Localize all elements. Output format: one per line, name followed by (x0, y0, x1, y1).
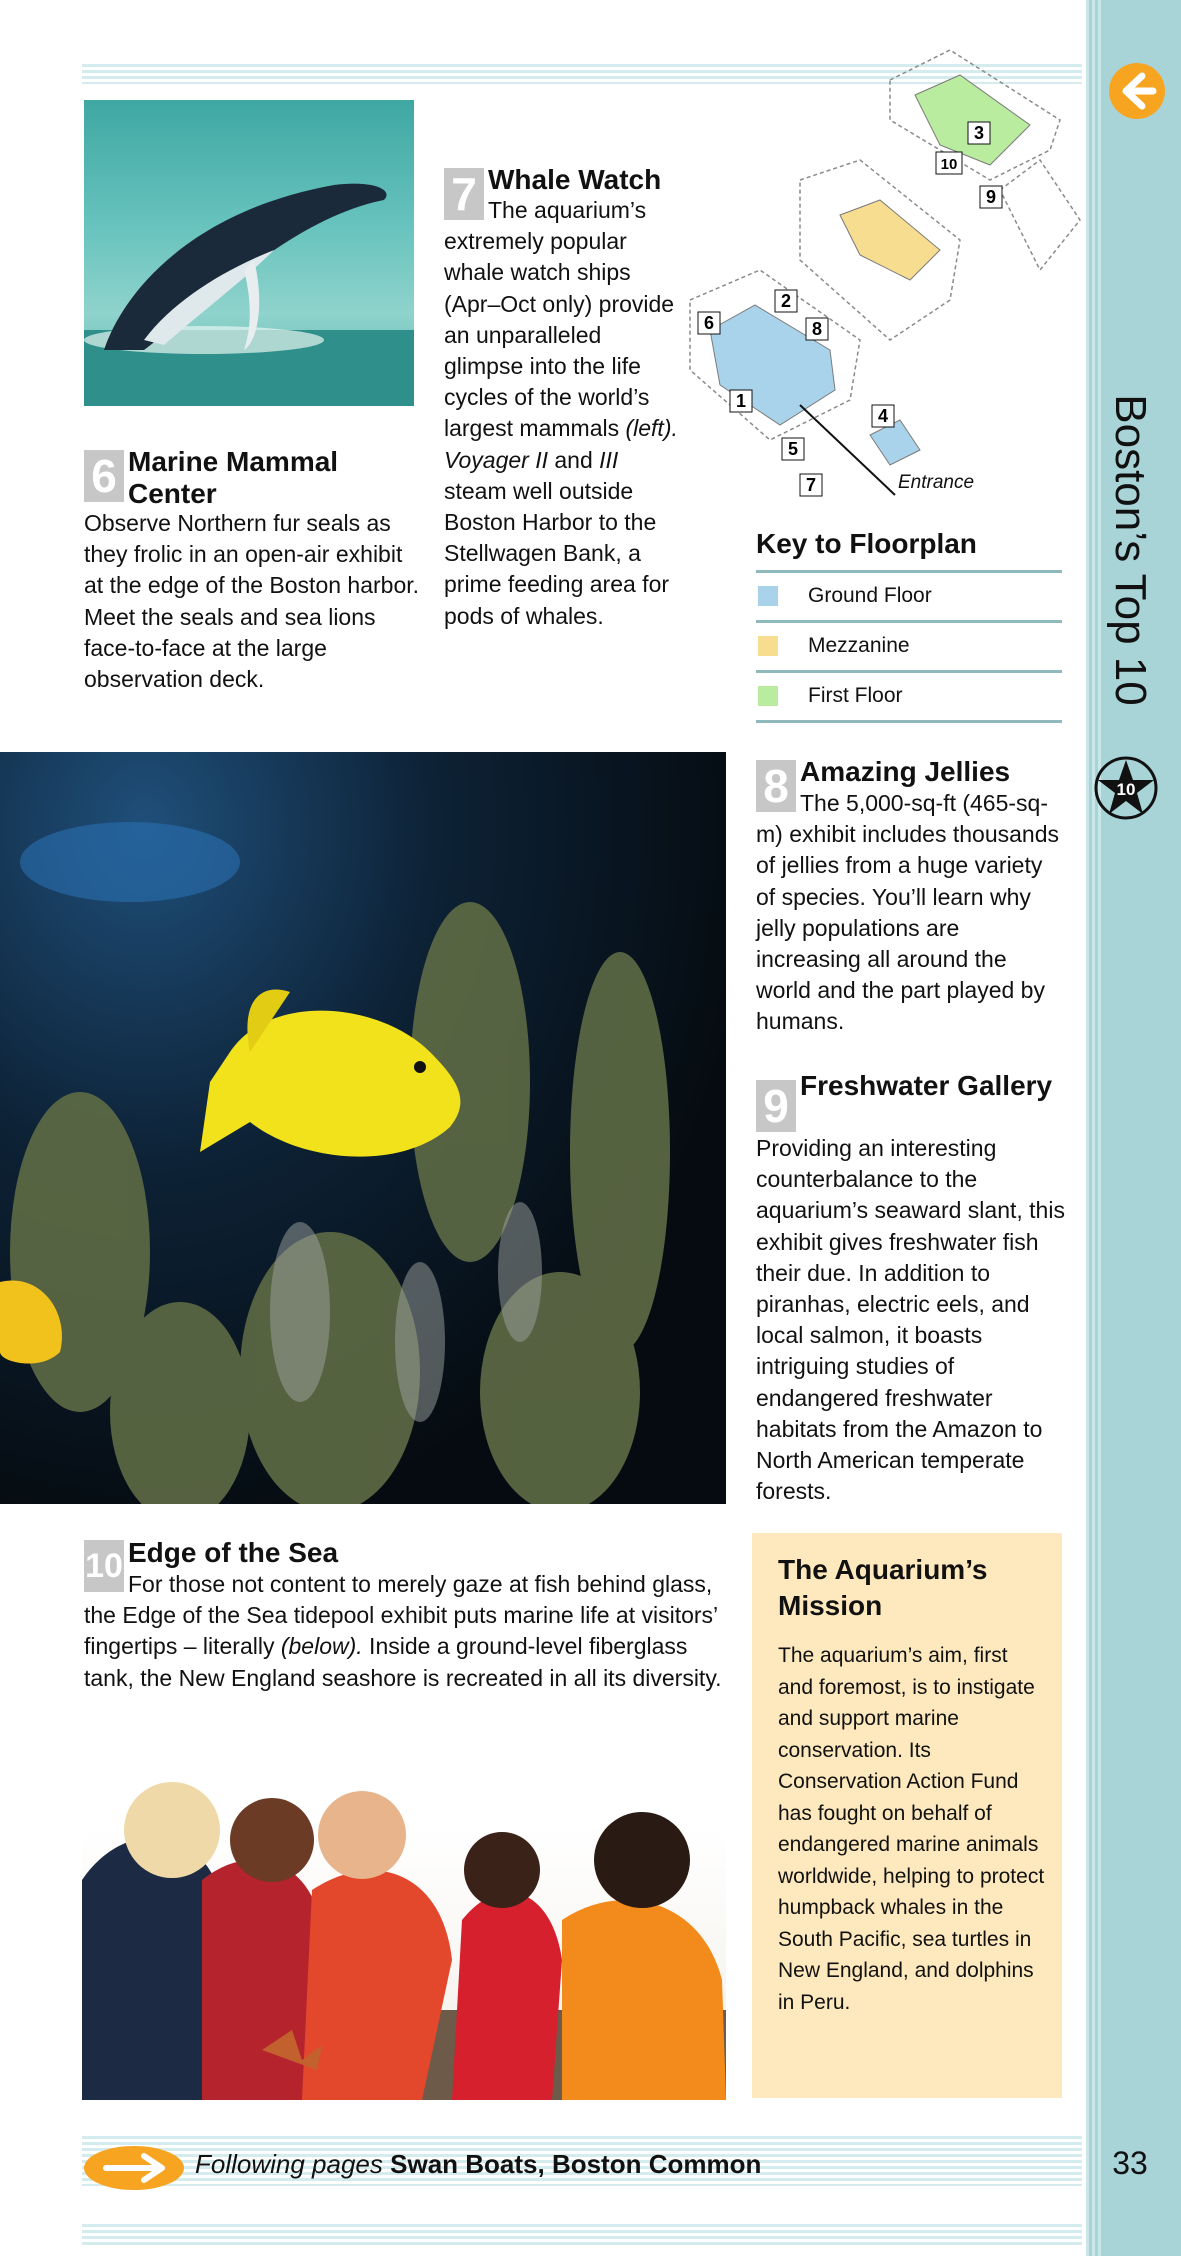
svg-text:5: 5 (787, 439, 799, 459)
entry-number-6: 6 (84, 450, 124, 502)
floorplan-marker-8 (806, 318, 828, 340)
entrance-label: Entrance (898, 472, 975, 493)
floorplan-marker-9 (980, 186, 1002, 208)
mission-title: The Aquarium’s Mission (778, 1554, 988, 1621)
page-number: 33 (1112, 2145, 1148, 2181)
entry-title-whale-watch: Whale Watch (488, 164, 662, 195)
children-touch-tank-photo (82, 1760, 726, 2100)
key-row-first-floor (756, 673, 1062, 719)
svg-text:10: 10 (940, 156, 958, 173)
key-row-mezzanine (756, 623, 1062, 669)
arrow-right-icon[interactable] (82, 2144, 186, 2192)
key-label: First Floor (808, 684, 903, 707)
svg-text:3: 3 (973, 123, 985, 143)
whale-photo (84, 100, 414, 406)
entry-text-whale-watch: The aquarium’s extremely popular whale watch ships (Apr–Oct only) provide an unparalleled glimpse into the life cycles of the world’s largest mammals (left). Voyager II and III steam well outside Boston Harbor to the Stellwagen Bank, a prime feeding area for pods of whales. (444, 197, 678, 629)
entry-title-edge-of-the-sea: Edge of the Sea (128, 1537, 339, 1568)
entry-number-7: 7 (444, 168, 484, 220)
yellow-tang-fish-photo (0, 752, 726, 1504)
sidebar-title: Boston’s Top 10 (1106, 394, 1155, 706)
floorplan-marker-2 (775, 290, 797, 312)
entry-title-freshwater-gallery: Freshwater Gallery (800, 1070, 1053, 1101)
entry-text-marine-mammal-center: Observe Northern fur seals as they frolic in an open-air exhibit at the edge of the Boston harbor. Meet the seals and sea lions face-to-face at the large observation deck. (84, 510, 420, 693)
swatch-first-floor (758, 686, 778, 706)
key-divider (756, 720, 1062, 723)
floorplan-marker-5 (782, 438, 804, 460)
key-row-ground-floor (756, 573, 1062, 619)
floorplan-marker-6 (698, 312, 720, 334)
key-title: Key to Floorplan (756, 528, 977, 559)
svg-text:8: 8 (811, 319, 823, 339)
mission-text: The aquarium’s aim, first and foremost, is to instigate and support marine conservation. Its Conservation Action Fund has fought on behalf of endangered marine animals worldwide, helping to protect humpback whales in the South Pacific, sea turtles in New England, and dolphins in Peru. (778, 1644, 1045, 2014)
following-pages-text: Following pages Swan Boats, Boston Common (195, 2149, 762, 2179)
svg-text:4: 4 (877, 406, 889, 426)
top10-star-badge-icon (1093, 755, 1159, 821)
entry-number-8: 8 (756, 760, 796, 812)
svg-text:1: 1 (735, 391, 747, 411)
swatch-mezzanine (758, 636, 778, 656)
badge-label: 10 (1116, 780, 1136, 799)
sidebar (1086, 0, 1181, 2256)
key-label: Mezzanine (808, 634, 910, 657)
arrow-left-icon[interactable] (1108, 62, 1166, 120)
floorplan-marker-1 (730, 390, 752, 412)
floorplan-marker-7 (800, 474, 822, 496)
key-label: Ground Floor (808, 584, 932, 607)
svg-text:2: 2 (780, 291, 792, 311)
entry-text-edge-of-the-sea: For those not content to merely gaze at fish behind glass, the Edge of the Sea tidepool exhibit puts marine life at visitors’ fingertips – literally (below). Inside a ground-level fiberglass tank, the New England seashore is recreated in all its diversity. (84, 1571, 722, 1691)
svg-text:7: 7 (805, 475, 817, 495)
floorplan-marker-3 (968, 122, 990, 144)
entry-text-amazing-jellies: The 5,000-sq-ft (465-sq-m) exhibit includes thousands of jellies from a huge variety of species. You’ll learn why jelly populations are increasing all around the world and the part played by humans. (756, 790, 1059, 1035)
swatch-ground-floor (758, 586, 778, 606)
floorplan-marker-4 (872, 405, 894, 427)
svg-text:6: 6 (703, 313, 715, 333)
entry-title-marine-mammal-center: Marine Mammal Center (128, 446, 339, 509)
entry-text-freshwater-gallery: Providing an interesting counterbalance to the aquarium’s seaward slant, this exhibit gives freshwater fish their due. In addition to piranhas, electric eels, and local salmon, it boasts intriguing studies of endangered freshwater habitats from the Amazon to North American temperate forests. (756, 1135, 1065, 1505)
floorplan-marker-10 (936, 152, 962, 174)
entry-number-9: 9 (756, 1080, 796, 1132)
bottom-decorative-band-lower (82, 2224, 1082, 2246)
aquarium-floorplan (660, 40, 1090, 510)
svg-text:9: 9 (985, 187, 997, 207)
entry-title-amazing-jellies: Amazing Jellies (800, 756, 1011, 787)
entry-number-10: 10 (84, 1540, 124, 1592)
